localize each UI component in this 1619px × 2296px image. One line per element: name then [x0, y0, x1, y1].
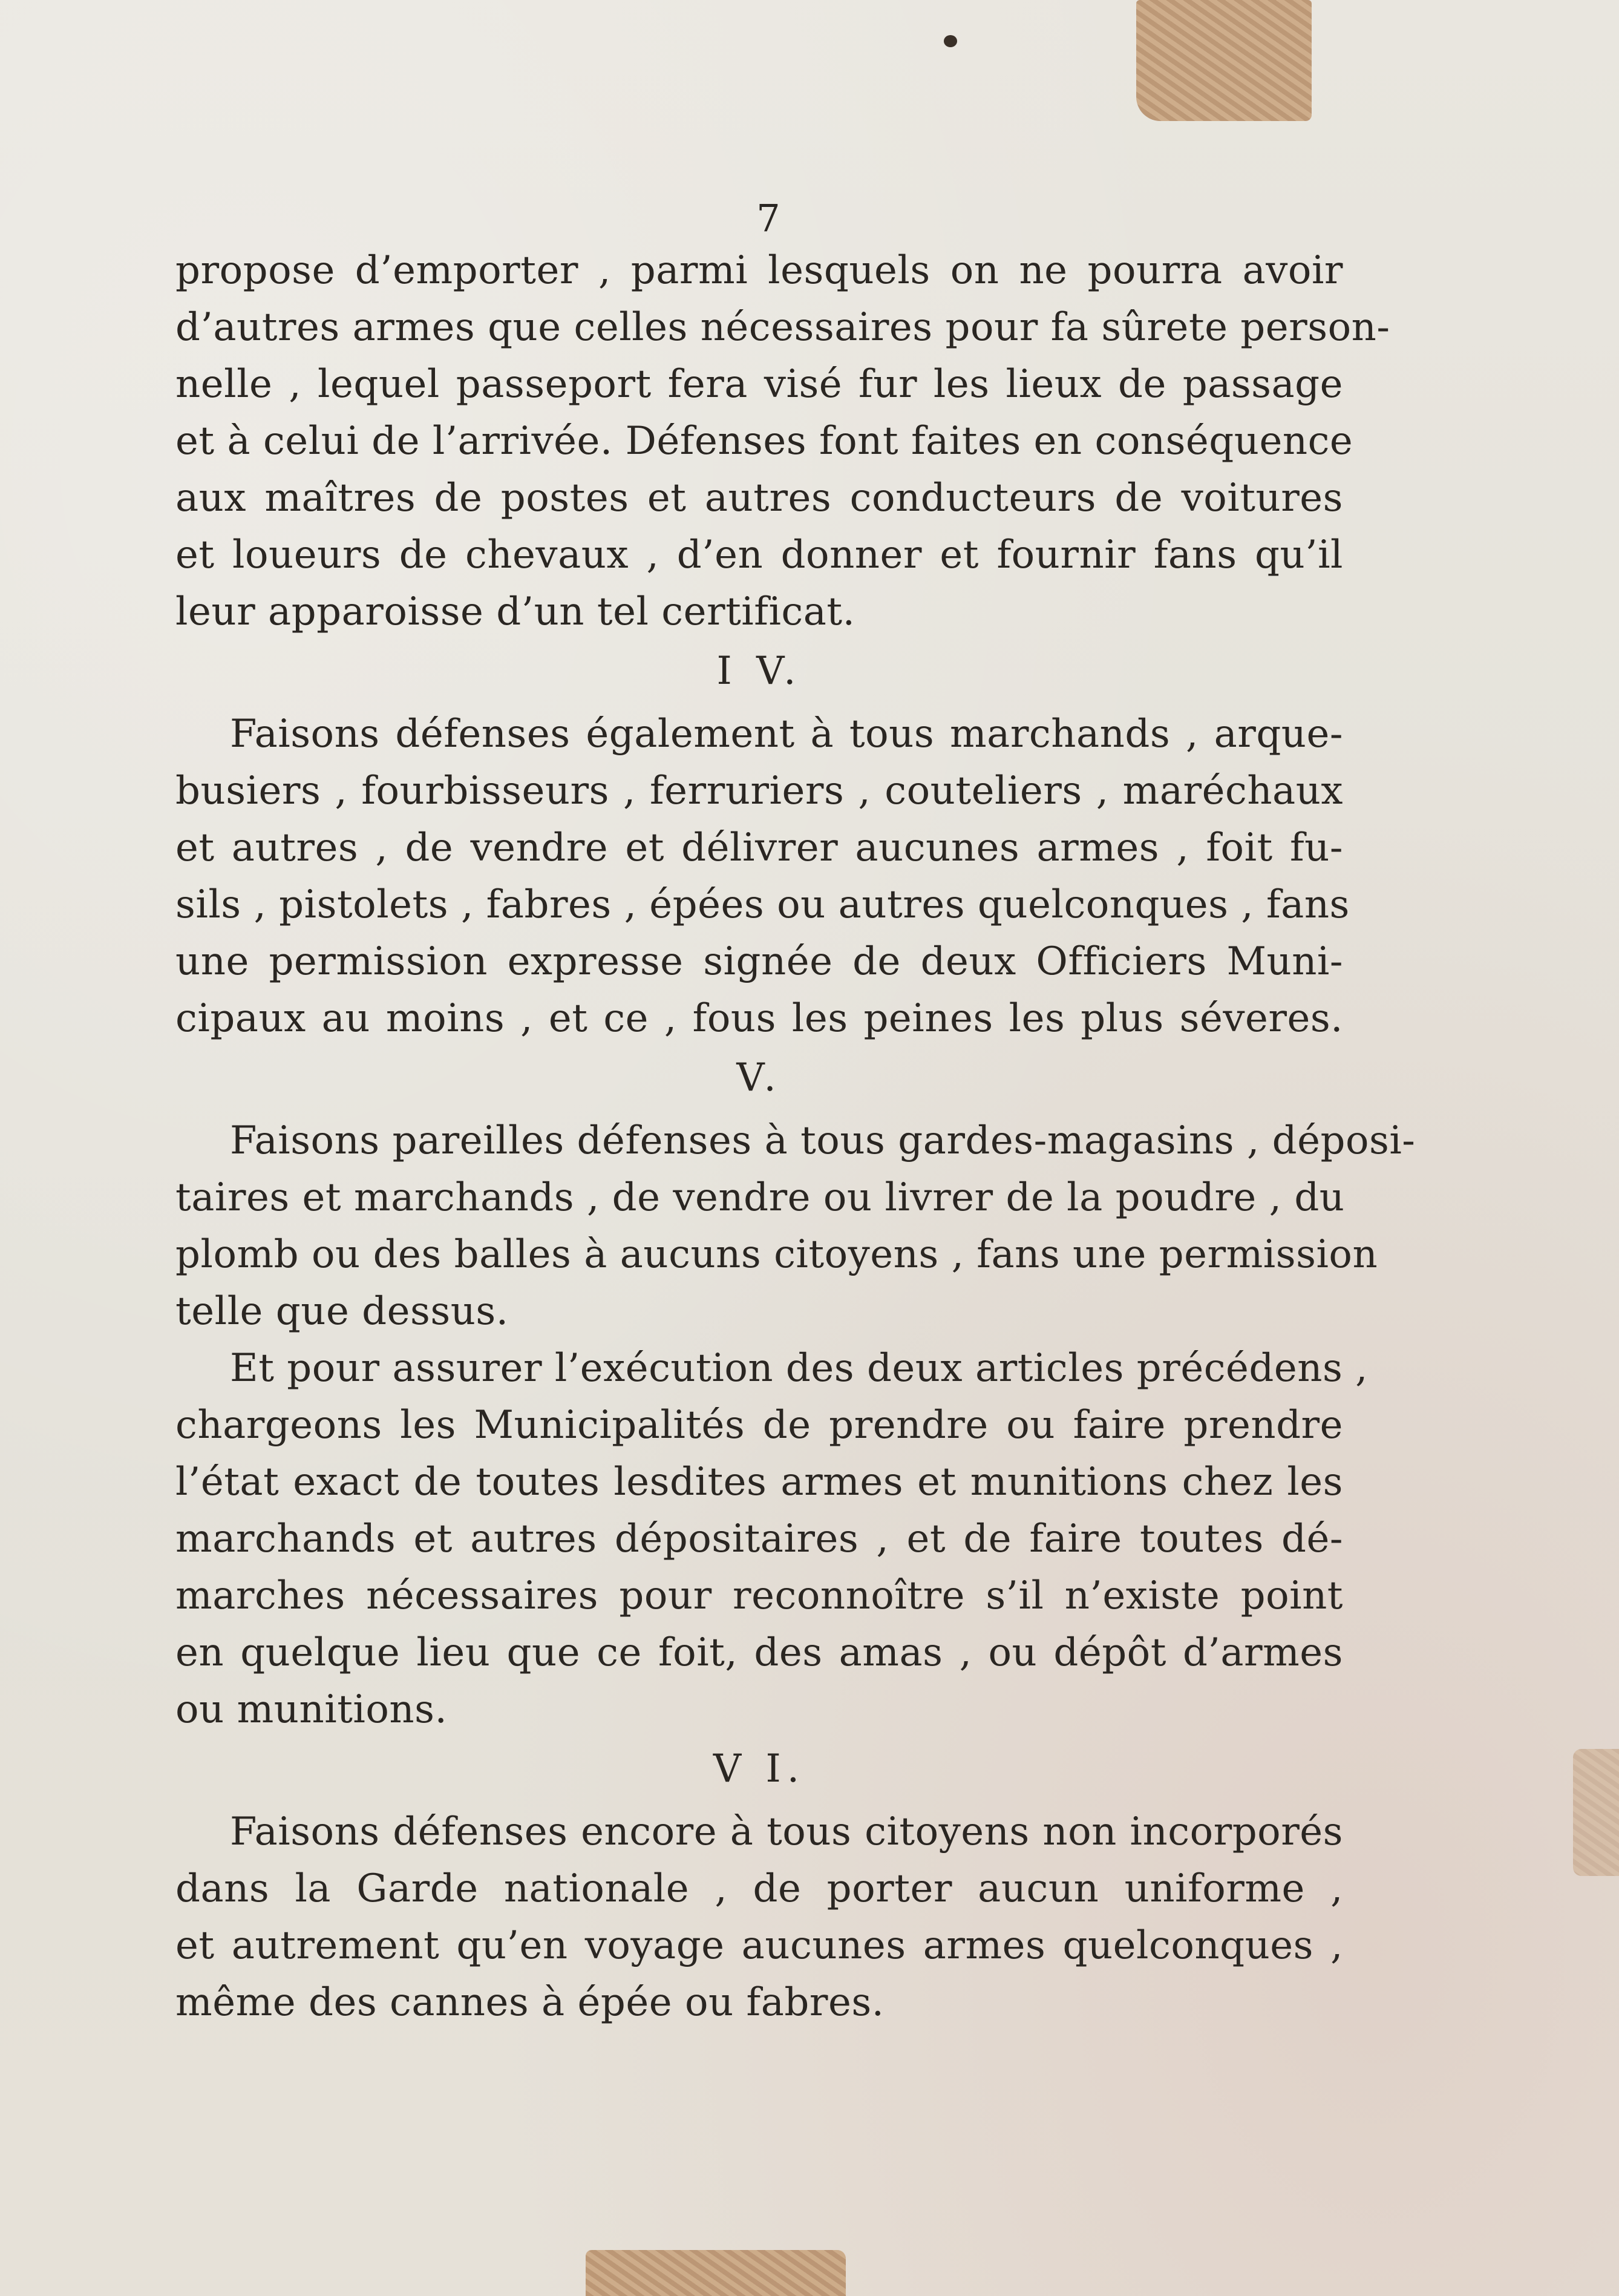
text-line: telle que dessus. [175, 1289, 509, 1334]
text-line: aux maîtres de postes et autres conducteurs de voitures [175, 476, 1343, 520]
document-body [175, 242, 1416, 2031]
text-line: Et pour assurer l’exécution des deux articles précédens , [230, 1346, 1368, 1391]
text-line: en quelque lieu que ce foit, des amas , ou dépôt d’armes [175, 1630, 1343, 1675]
text-line: marchands et autres dépositaires , et de faire toutes dé- [175, 1517, 1343, 1561]
text-line: busiers , fourbisseurs , ferruriers , couteliers , maréchaux [175, 769, 1343, 813]
text-line: ou munitions. [175, 1687, 448, 1732]
text-line: Faisons défenses encore à tous citoyens non incorporés [230, 1809, 1343, 1854]
article-vi [175, 1740, 1343, 2031]
article-heading: I V. [716, 649, 802, 694]
article-heading: V I. [713, 1747, 806, 1791]
ink-dot [944, 35, 957, 47]
text-line: leur apparoisse d’un tel certificat. [175, 589, 855, 634]
text-line: Faisons défenses également à tous marchands , arque- [230, 712, 1343, 756]
text-line: l’état exact de toutes lesdites armes et munitions chez les [175, 1460, 1343, 1504]
text-line: nelle , lequel passeport fera visé fur les lieux de passage [175, 362, 1343, 407]
text-line: cipaux au moins , et ce , fous les peines les plus séveres. [175, 996, 1343, 1041]
paper-stain [1136, 0, 1312, 121]
article-heading: V. [736, 1055, 782, 1100]
article-intro [175, 242, 1390, 640]
text-line: propose d’emporter , parmi lesquels on ne pourra avoir [175, 248, 1343, 293]
article-v [175, 1049, 1416, 1738]
article-iv [175, 643, 1350, 1047]
text-line: et autres , de vendre et délivrer aucunes armes , foit fu- [175, 825, 1343, 870]
text-line: dans la Garde nationale , de porter aucun uniforme , [175, 1866, 1343, 1911]
paper-stain [586, 2250, 846, 2296]
text-line: marches nécessaires pour reconnoître s’il n’existe point [175, 1573, 1343, 1618]
text-line: plomb ou des balles à aucuns citoyens , fans une permission [175, 1232, 1378, 1277]
text-line: et loueurs de chevaux , d’en donner et fournir fans qu’il [175, 533, 1343, 577]
text-line: une permission expresse signée de deux Officiers Muni- [175, 939, 1343, 984]
text-line: taires et marchands , de vendre ou livrer de la poudre , du [175, 1175, 1345, 1220]
text-line: Faisons pareilles défenses à tous gardes-magasins , déposi- [230, 1118, 1416, 1163]
paper-stain [1573, 1749, 1619, 1876]
text-line: et à celui de l’arrivée. Défenses font faites en conséquence [175, 419, 1353, 464]
text-line: sils , pistolets , fabres , épées ou autres quelconques , fans [175, 882, 1350, 927]
text-line: même des cannes à épée ou fabres. [175, 1980, 885, 2025]
page-number: 7 [756, 196, 780, 240]
text-line: chargeons les Municipalités de prendre ou faire prendre [175, 1403, 1343, 1448]
text-line: d’autres armes que celles nécessaires pour fa sûrete person- [175, 305, 1390, 350]
text-line: et autrement qu’en voyage aucunes armes quelconques , [175, 1923, 1343, 1968]
